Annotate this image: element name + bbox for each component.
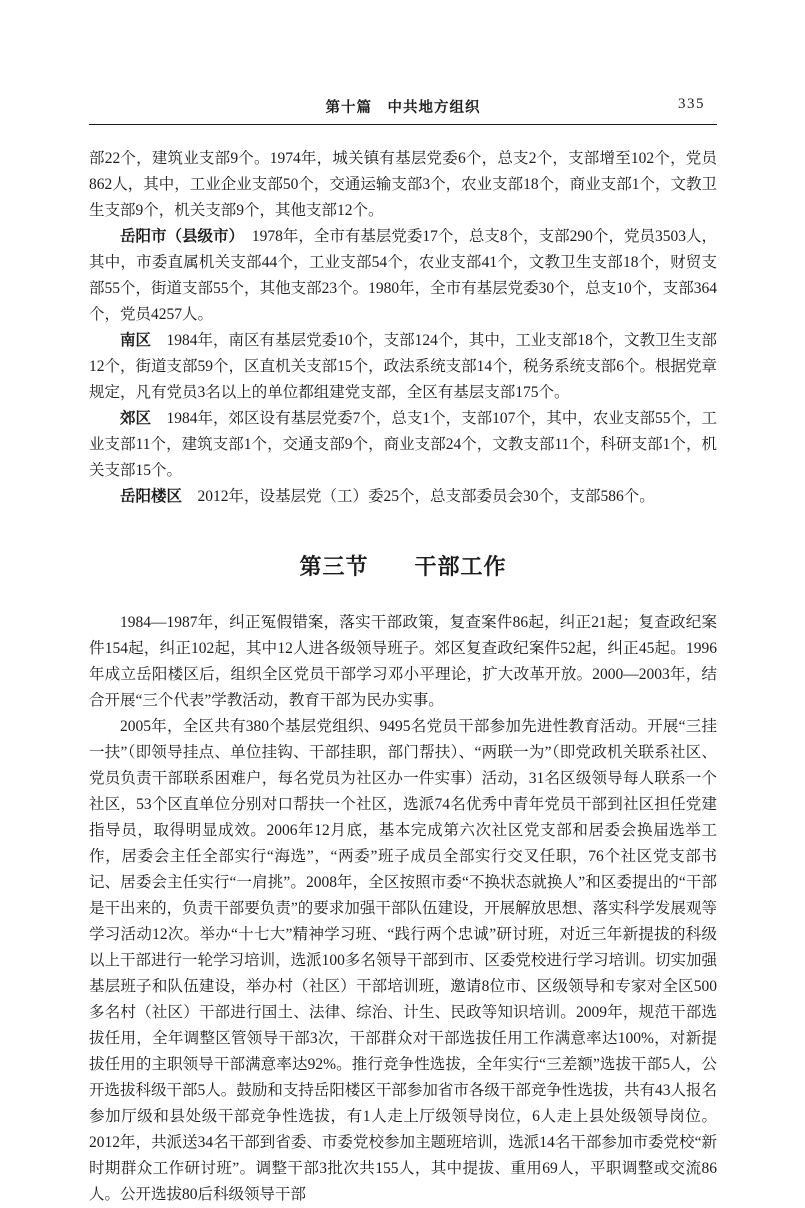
paragraph-label: 岳阳市（县级市） xyxy=(120,228,237,245)
paragraph-text: 1984年，郊区设有基层党委7个，总支1个，支部107个，其中，农业支部55个，工业支部11个，建筑支部1个，交通支部9个，商业支部24个，文教支部11个，科研支部1个，机关支部15个。 xyxy=(89,410,717,479)
page-number: 335 xyxy=(678,96,705,112)
paragraph-label: 南区 xyxy=(120,332,152,349)
paragraph xyxy=(89,224,717,328)
paragraph xyxy=(89,714,717,1208)
chapter-title: 第十篇 中共地方组织 xyxy=(325,100,481,116)
paragraph-label: 岳阳楼区 xyxy=(120,488,183,505)
paragraph xyxy=(89,484,717,510)
paragraph xyxy=(89,146,717,224)
paragraph-label: 郊区 xyxy=(120,410,152,427)
paragraph xyxy=(89,610,717,714)
paragraph-text: 1984—1987年，纠正冤假错案，落实干部政策，复查案件86起，纠正21起；复查政纪案件154起，纠正102起，其中12人进各级领导班子。郊区复查政纪案件52起，纠正45起。1996年成立岳阳楼区后，组织全区党员干部学习邓小平理论，扩大改革开放。2000—2003年，结合开展“三个代表”学教活动，教育干部为民办实事。 xyxy=(89,614,717,709)
body-text xyxy=(89,146,717,1208)
document-page xyxy=(89,96,717,1208)
page-header xyxy=(89,96,717,125)
paragraph xyxy=(89,406,717,484)
paragraph-text: 2005年，全区共有380个基层党组织、9495名党员干部参加先进性教育活动。开展“三挂一扶”（即领导挂点、单位挂钩、干部挂职，部门帮扶）、“两联一为”（即党政机关联系社区、党员负责干部联系困难户，每名党员为社区办一件实事）活动，31名区级领导每人联系一个社区，53个区直单位分别对口帮扶一个社区，选派74名优秀中青年党员干部到社区担任党建指导员，取得明显成效。2006年12月底，基本完成第六次社区党支部和居委会换届选举工作，居委会主任全部实行“海选”，“两委”班子成员全部实行交叉任职，76个社区党支部书记、居委会主任实行“一肩挑”。2008年，全区按照市委“不换状态就换人”和区委提出的“干部是干出来的，负责干部要负责”的要求加强干部队伍建设，开展解放思想、落实科学发展观等学习活动12次。举办“十七大”精神学习班、“践行两个忠诚”研讨班，对近三年新提拔的科级以上干部进行一轮学习培训，选派100多名领导干部到市、区委党校进行学习培训。切实加强基层班子和队伍建设，举办村（社区）干部培训班，邀请8位市、区级领导和专家对全区500多名村（社区）干部进行国土、法律、综治、计生、民政等知识培训。2009年，规范干部选拔任用，全年调整区管领导干部3次，干部群众对干部选拔任用工作满意率达100%，对新提拔任用的主职领导干部满意率达92%。推行竞争性选拔，全年实行“三差额”选拔干部5人，公开选拔科级干部5人。鼓励和支持岳阳楼区干部参加省市各级干部竞争性选拔，共有43人报名参加厅级和县处级干部竞争性选拔，有1人走上厅级领导岗位，6人走上县处级领导岗位。2012年，共派送34名干部到省委、市委党校参加主题班培训，选派14名干部参加市委党校“新时期群众工作研讨班”。调整干部3批次共155人，其中提拔、重用69人，平职调整或交流86人。公开选拔80后科级领导干部 xyxy=(89,718,717,1203)
paragraph-text: 1984年，南区有基层党委10个，支部124个，其中，工业支部18个，文教卫生支部12个，街道支部59个，区直机关支部15个，政法系统支部14个，税务系统支部6个。根据党章规定，凡有党员3名以上的单位都组建党支部，全区有基层支部175个。 xyxy=(89,332,717,401)
paragraph-text: 2012年，设基层党（工）委25个，总支部委员会30个，支部586个。 xyxy=(197,488,655,505)
paragraph-text: 部22个，建筑业支部9个。1974年，城关镇有基层党委6个，总支2个，支部增至102个，党员862人，其中，工业企业支部50个，交通运输支部3个，农业支部18个，商业支部1个，文教卫生支部9个，机关支部9个，其他支部12个。 xyxy=(89,150,717,219)
paragraph-text: 1978年，全市有基层党委17个，总支8个，支部290个，党员3503人，其中，市委直属机关支部44个，工业支部54个，农业支部41个，文教卫生支部18个，财贸支部55个，街道支部55个，其他支部23个。1980年，全市有基层党委30个，总支10个，支部364个，党员4257人。 xyxy=(89,228,717,323)
paragraph xyxy=(89,328,717,406)
section-heading: 第三节 干部工作 xyxy=(299,554,507,579)
